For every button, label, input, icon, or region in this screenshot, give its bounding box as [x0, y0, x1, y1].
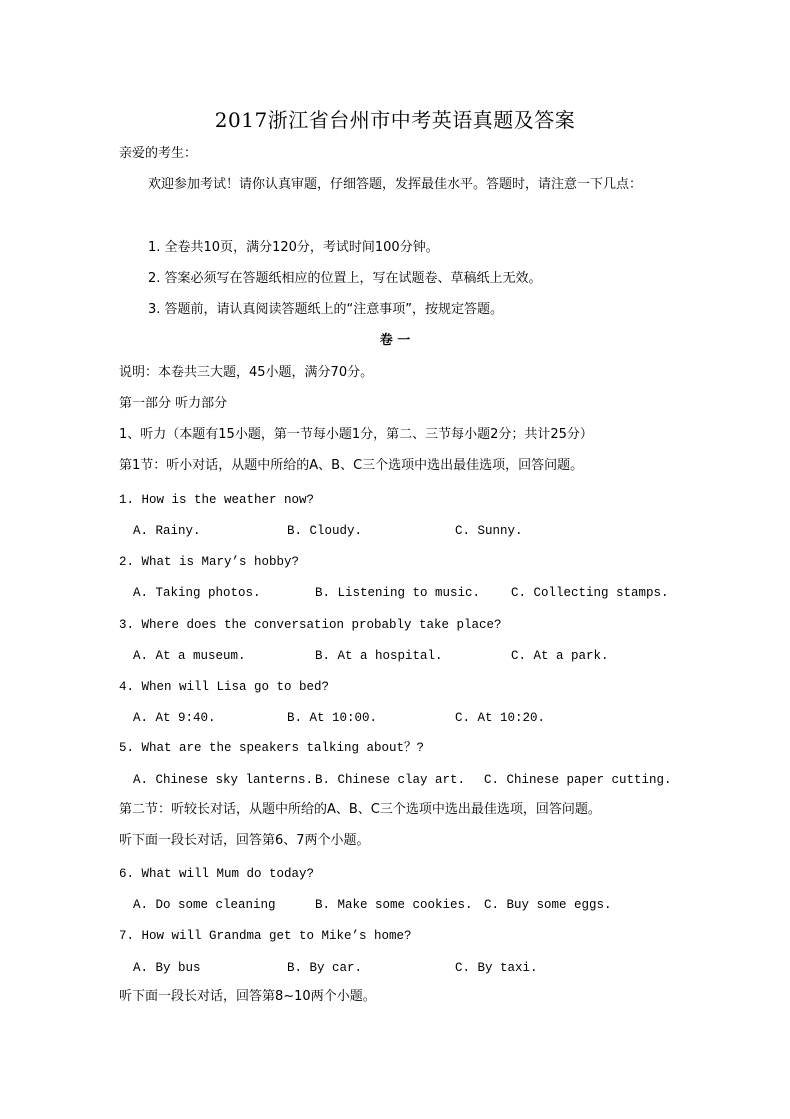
q2-option-b: B. Listening to music. — [315, 586, 481, 600]
instruction-3: 3. 答题前，请认真阅读答题纸上的“注意事项”，按规定答题。 — [148, 302, 504, 317]
q6-option-b: B. Make some cookies. — [315, 898, 473, 912]
question-6: 6. What will Mum do today? — [119, 867, 315, 881]
q7-option-a: A. By bus — [133, 961, 201, 975]
q7-option-c: C. By taxi. — [455, 961, 538, 975]
instruction-2: 2. 答案必须写在答题纸相应的位置上，写在试题卷、草稿纸上无效。 — [148, 271, 542, 286]
q7-option-b: B. By car. — [287, 961, 363, 975]
section1-heading: 第1节：听小对话，从题中所给的A、B、C三个选项中选出最佳选项，回答问题。 — [119, 458, 584, 473]
q4-option-b: B. At 10:00. — [287, 711, 378, 725]
question-7: 7. How will Grandma get to Mike’s home? — [119, 929, 412, 943]
q5-option-c: C. Chinese paper cutting. — [484, 773, 672, 787]
q3-option-c: C. At a park. — [511, 649, 609, 663]
instruction-1: 1. 全卷共10页，满分120分，考试时间100分钟。 — [148, 240, 439, 255]
section2-heading: 第二节：听较长对话，从题中所给的A、B、C三个选项中选出最佳选项，回答问题。 — [119, 802, 601, 817]
q3-option-a: A. At a museum. — [133, 649, 246, 663]
dialogue-8-10-intro: 听下面一段长对话，回答第8~10两个小题。 — [119, 989, 376, 1004]
part-heading: 第一部分 听力部分 — [119, 396, 228, 411]
question-4: 4. When will Lisa go to bed? — [119, 680, 330, 694]
q3-option-b: B. At a hospital. — [315, 649, 443, 663]
q2-option-a: A. Taking photos. — [133, 586, 261, 600]
question-3: 3. Where does the conversation probably take place? — [119, 618, 502, 632]
q6-option-a: A. Do some cleaning — [133, 898, 276, 912]
welcome-text: 欢迎参加考试！请你认真审题，仔细答题，发挥最佳水平。答题时，请注意一下几点： — [148, 177, 643, 192]
greeting: 亲爱的考生： — [119, 146, 198, 161]
q4-option-c: C. At 10:20. — [455, 711, 546, 725]
section-intro: 1、听力（本题有15小题，第一节每小题1分，第二、三节每小题2分；共计25分） — [119, 427, 593, 442]
q4-option-a: A. At 9:40. — [133, 711, 216, 725]
volume-heading: 卷 一 — [379, 333, 411, 348]
document-title: 2017浙江省台州市中考英语真题及答案 — [214, 108, 576, 132]
q1-option-a: A. Rainy. — [133, 524, 201, 538]
question-5: 5. What are the speakers talking about？? — [119, 741, 425, 755]
exam-note: 说明：本卷共三大题，45小题，满分70分。 — [119, 365, 374, 380]
q2-option-c: C. Collecting stamps. — [511, 586, 669, 600]
q1-option-c: C. Sunny. — [455, 524, 523, 538]
dialogue-6-7-intro: 听下面一段长对话，回答第6、7两个小题。 — [119, 833, 370, 848]
q5-option-b: B. Chinese clay art. — [315, 773, 466, 787]
q1-option-b: B. Cloudy. — [287, 524, 363, 538]
question-1: 1. How is the weather now? — [119, 493, 315, 507]
q5-option-a: A. Chinese sky lanterns. — [133, 773, 314, 787]
q6-option-c: C. Buy some eggs. — [484, 898, 612, 912]
question-2: 2. What is Mary’s hobby? — [119, 555, 300, 569]
